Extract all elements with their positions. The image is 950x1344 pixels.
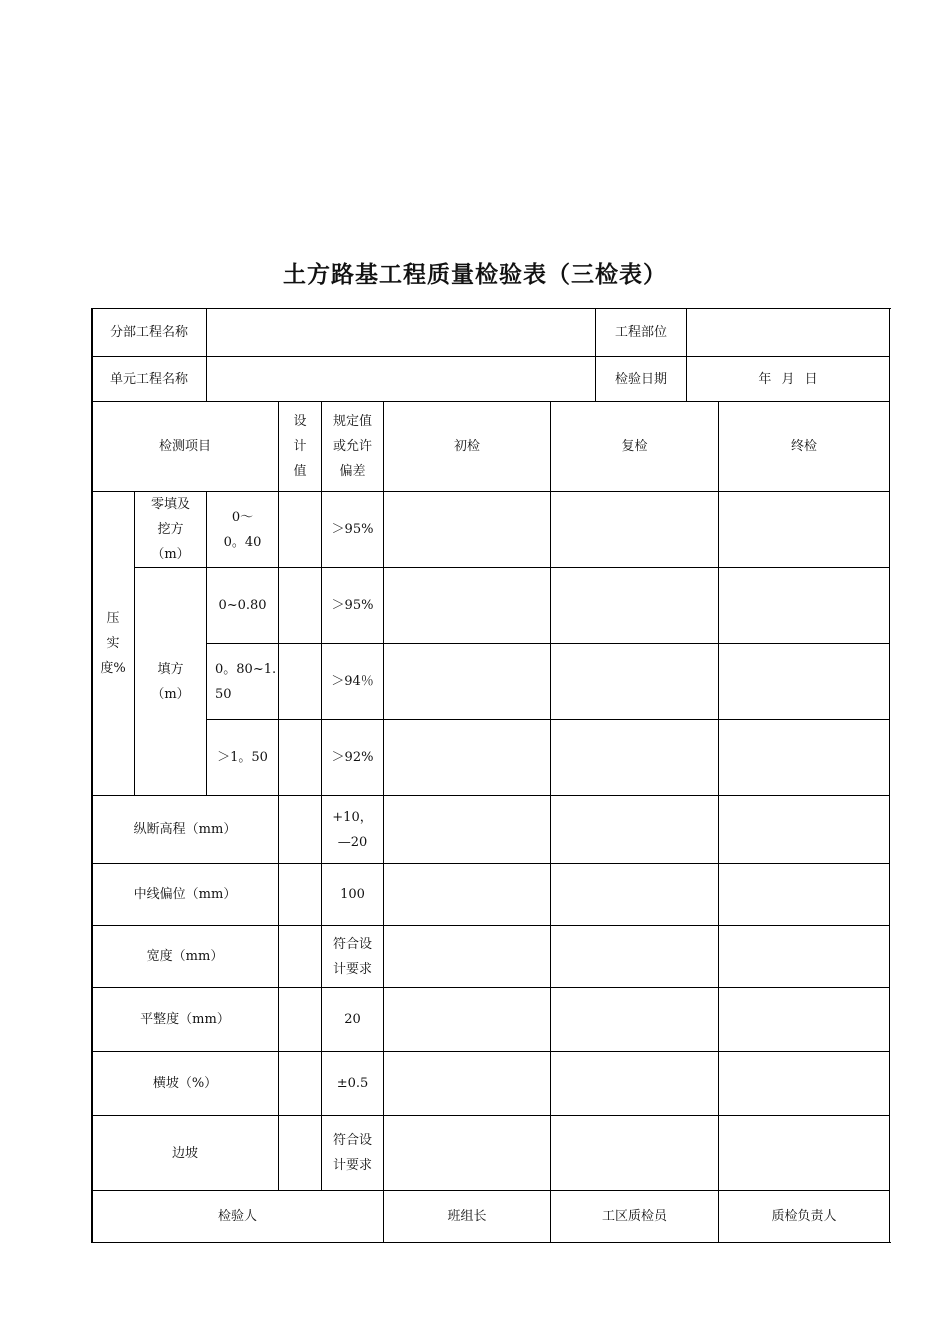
column-header-tolerance: 规定值 或允许 偏差 (332, 414, 372, 479)
division-label: 分部工程名称 (109, 325, 188, 340)
col-divider (550, 401, 551, 1243)
row-divider (206, 643, 890, 644)
item-name: 边坡 (171, 1145, 198, 1161)
column-header-item: 检测项目 (158, 439, 211, 454)
fill-label: 填方 （m） (151, 661, 190, 702)
column-header-design: 设 计 值 (293, 414, 307, 479)
compaction-label: 压 实 度% (100, 611, 126, 676)
fill-tolerance: ＞94％ (331, 674, 374, 689)
item-name: 中线偏位（mm） (133, 887, 237, 902)
part-label: 工程部位 (614, 325, 667, 340)
item-tolerance: 符合设 计要求 (332, 1133, 372, 1173)
date-value-field[interactable]: 年 月 日 (758, 371, 818, 387)
date-label: 检验日期 (614, 371, 667, 387)
inspector-label: 检验人 (217, 1209, 257, 1224)
column-header-first-check: 初检 (453, 439, 480, 454)
item-name: 纵断高程（mm） (133, 822, 237, 837)
zero-fill-label: 零填及 挖方 （m） (150, 497, 190, 562)
zero-fill-tolerance: ＞95% (331, 522, 374, 537)
col-divider (718, 401, 719, 1243)
fill-range: 0~0.80 (218, 598, 267, 613)
unit-label: 单元工程名称 (109, 371, 188, 387)
fill-tolerance: ＞95% (331, 598, 374, 613)
fill-tolerance: ＞92% (331, 750, 374, 765)
item-tolerance: 20 (344, 1012, 361, 1027)
column-header-final-check: 终检 (790, 439, 817, 454)
qc-manager-label: 质检负责人 (771, 1209, 837, 1224)
form-title: 土方路基工程质量检验表（三检表） (283, 262, 667, 288)
item-tolerance: 符合设 计要求 (332, 936, 372, 977)
table-border-right (889, 308, 890, 1243)
division-value-field[interactable] (207, 309, 595, 356)
team-leader-label: 班组长 (447, 1209, 487, 1224)
unit-value-field[interactable] (207, 357, 595, 401)
column-header-second-check: 复检 (621, 439, 648, 454)
part-value-field[interactable] (687, 309, 889, 356)
col-divider (383, 401, 384, 1243)
row-divider (206, 719, 890, 720)
item-tolerance: +10， —20 (332, 809, 373, 850)
table-border-bottom (91, 1242, 891, 1243)
item-name: 宽度（mm） (146, 949, 224, 964)
item-name: 横坡（%） (152, 1076, 218, 1091)
item-name: 平整度（mm） (140, 1012, 230, 1027)
fill-range: ＞1。50 (217, 750, 268, 765)
item-tolerance: ±0.5 (336, 1076, 369, 1091)
zero-fill-range: 0～ 0。40 (223, 509, 262, 550)
fill-range: 0。80~1. 50 (215, 661, 277, 702)
area-qc-label: 工区质检员 (601, 1209, 667, 1224)
item-tolerance: 100 (340, 887, 365, 902)
